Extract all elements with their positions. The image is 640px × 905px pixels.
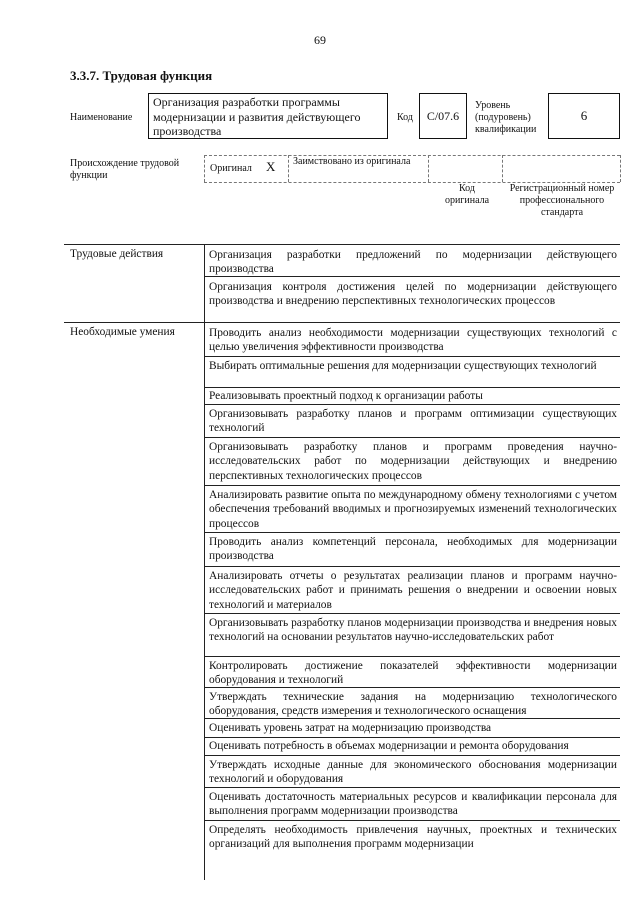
skill-item: Организовывать разработку планов и программ проведения научно-исследовательских работ по модернизации действующих и внедрению перспективных технологических процессов [209, 441, 617, 482]
level-label: Уровень (подуровень) квалификации [475, 100, 537, 135]
skill-item: Оценивать потребность в объемах модернизации и ремонта оборудования [209, 740, 569, 752]
original-label: Оригинал [210, 163, 252, 174]
row-separator [204, 404, 620, 405]
function-name-box [148, 93, 388, 139]
name-label: Наименование [70, 112, 133, 123]
skill-item: Организовывать разработку планов модернизации производства и внедрения новых технологий на основании результатов научно-исследовательских работ [209, 617, 617, 644]
row-separator [204, 613, 620, 614]
skill-item: Утверждать исходные данные для экономического обоснования модернизации технологий и оборудования [209, 759, 617, 786]
page-number: 69 [314, 33, 326, 47]
row-separator [204, 532, 620, 533]
origin-label: Происхождение трудовой функции [70, 158, 180, 181]
skill-item: Реализовывать проектный подход к организации работы [209, 390, 483, 402]
row-separator [204, 737, 620, 738]
row-separator [204, 437, 620, 438]
code-value: C/07.6 [426, 108, 460, 123]
borrowed-label: Заимствовано из оригинала [293, 156, 411, 167]
section-divider [64, 322, 204, 323]
skill-item: Контролировать достижение показателей эффективности модернизации оборудования и технологий [209, 660, 617, 687]
origin-divider-4 [502, 155, 503, 182]
section-title: 3.3.7. Трудовая функция [70, 68, 213, 83]
origin-divider-2 [288, 155, 289, 182]
row-separator [204, 566, 620, 567]
skill-item: Определять необходимость привлечения научных, проектных и технических организаций для выполнения программ модернизации [209, 824, 617, 851]
table-column-divider [204, 244, 205, 880]
row-separator [204, 656, 620, 657]
row-separator [204, 820, 620, 821]
origin-divider-3 [428, 155, 429, 182]
origin-divider-1 [204, 155, 205, 182]
skill-item: Выбирать оптимальные решения для модернизации существующих технологий [209, 360, 597, 372]
origin-divider-5 [620, 155, 621, 182]
labor-actions-label: Трудовые действия [70, 248, 164, 260]
skill-item: Оценивать достаточность материальных ресурсов и квалификации персонала для выполнения программ модернизации производства [209, 791, 617, 818]
code-label: Код [397, 112, 413, 123]
row-separator [204, 755, 620, 756]
row-separator [204, 485, 620, 486]
skill-item: Проводить анализ компетенций персонала, необходимых для модернизации производства [209, 536, 617, 563]
reg-number-label: Регистрационный номер профессионального стандарта [509, 183, 615, 218]
skill-item: Утверждать технические задания на модернизацию технологического оборудования, средств измерения и технологического оснащения [209, 691, 617, 718]
skill-item: Оценивать уровень затрат на модернизацию производства [209, 722, 492, 734]
skill-item: Проводить анализ необходимости модернизации существующих технологий с целью увеличения эффективности производства [209, 327, 617, 354]
skills-label: Необходимые умения [70, 326, 175, 338]
code-box [419, 93, 467, 139]
original-mark: X [266, 159, 276, 174]
labor-action-item: Организация контроля достижения целей по модернизации действующего производства и внедрению перспективных технологических процессов [209, 281, 617, 308]
code-original-label: Код оригинала [444, 183, 490, 206]
skill-item: Организовывать разработку планов и программ оптимизации существующих технологий [209, 408, 617, 435]
table-top-border [64, 244, 620, 245]
labor-action-item: Организация разработки предложений по модернизации действующего производства [209, 249, 617, 276]
row-separator [204, 387, 620, 388]
row-separator [204, 356, 620, 357]
level-box [548, 93, 620, 139]
skill-item: Анализировать развитие опыта по международному обмену технологиями с учетом обеспечения требований вводимых и прогнозируемых изменений технологических процессов [209, 489, 617, 530]
row-separator [204, 787, 620, 788]
function-name: Организация разработки программы модернизации и развития действующего производства [153, 95, 361, 138]
level-value: 6 [580, 108, 588, 123]
row-separator [204, 322, 620, 323]
skill-item: Анализировать отчеты о результатах реализации планов и программ научно-исследовательских работ и принимать решения о внедрении и освоении новых технологий и материалов [209, 570, 617, 611]
